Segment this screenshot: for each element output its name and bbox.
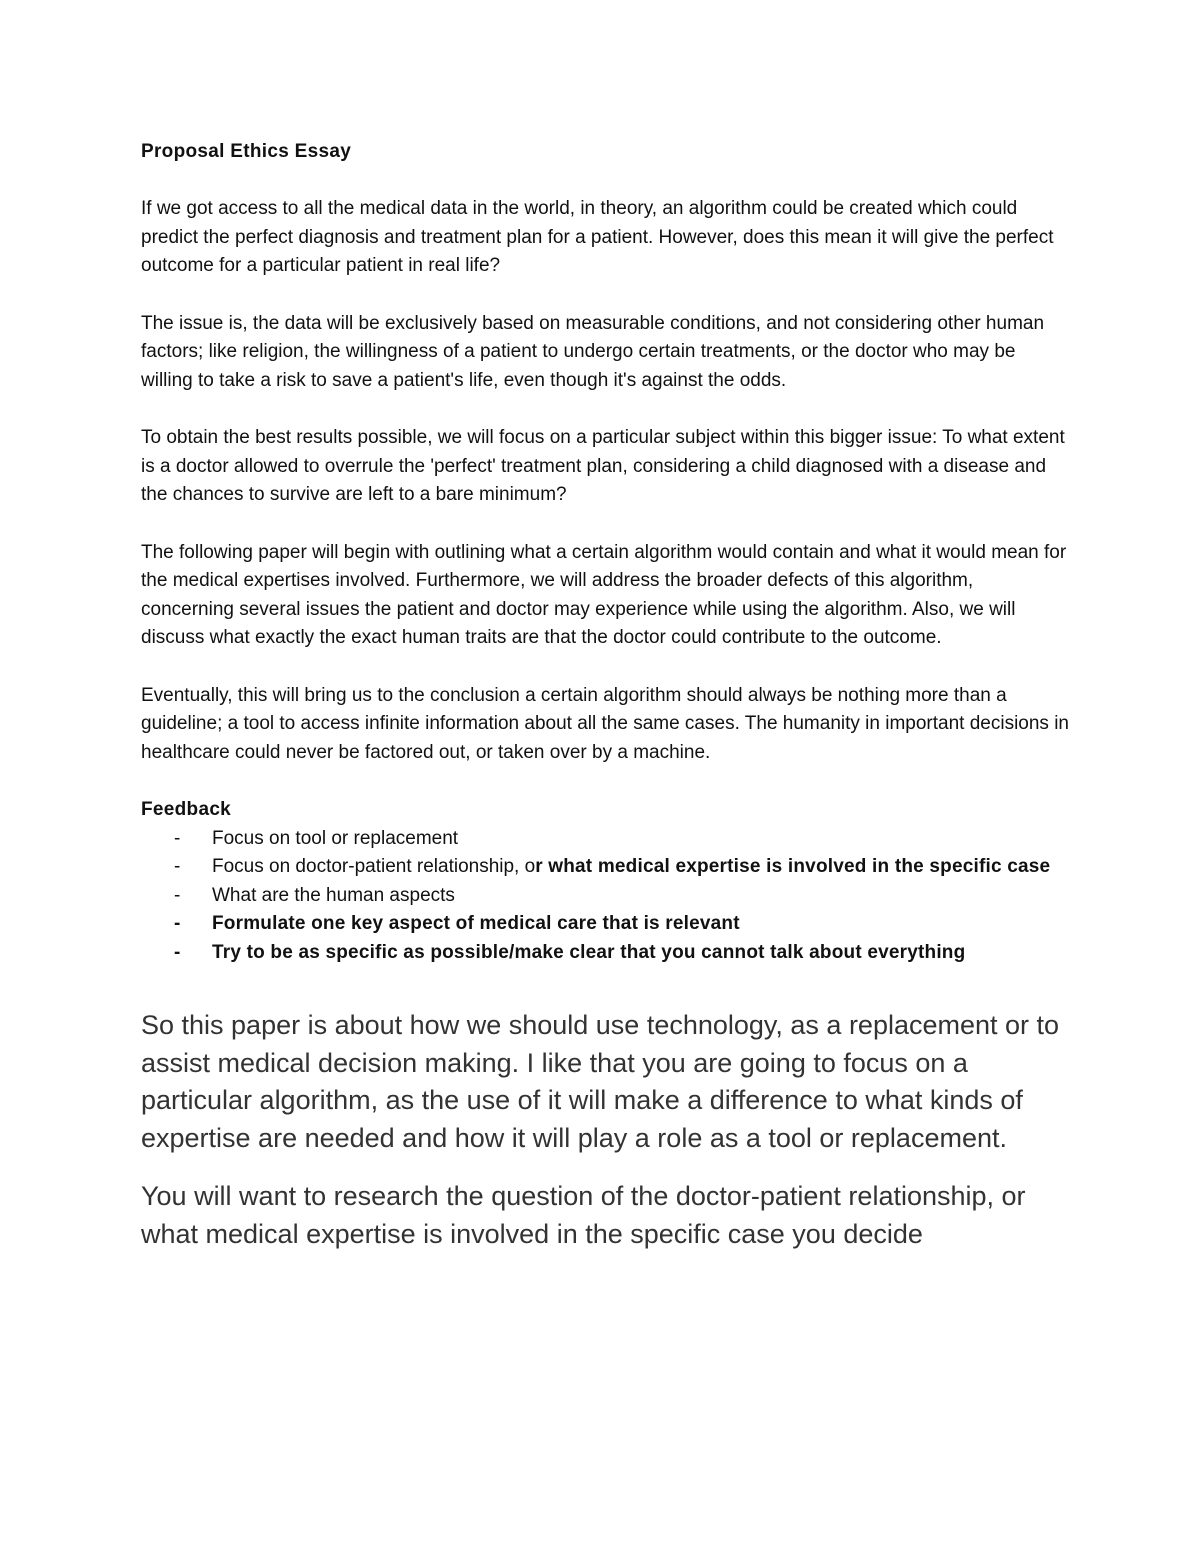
comment-paragraph: So this paper is about how we should use technology, as a replacement or to assist medical decision making. I like that you are going to focus on a particular algorithm, as the use of it will make a difference to what kinds of expertise are needed and how it will play a role as a tool or replacement. — [141, 1010, 1060, 1153]
bullet-dash: - — [174, 913, 181, 934]
paragraph-intro: If we got access to all the medical data in the world, in theory, an algorithm could be created which could predict the perfect diagnosis and treatment plan for a patient. However, does this mean it will give the perfect outcome for a particular patient in real life? — [141, 198, 1054, 276]
feedback-list — [141, 825, 1071, 968]
feedback-item-text: Try to be as specific as possible/make clear that you cannot talk about everything — [212, 941, 966, 963]
bullet-dash: - — [174, 884, 181, 906]
paragraph-outline: The following paper will begin with outlining what a certain algorithm would contain and what it would mean for the medical expertises involved. Furthermore, we will address the broader defects of this algorithm, concerning several issues the patient and doctor may experience while using the algorithm. Also, we will discuss what exactly the exact human traits are that the doctor could contribute to the outcome. — [141, 541, 1067, 648]
bullet-dash: - — [174, 856, 181, 877]
document-body — [141, 138, 1071, 1274]
comment-paragraph: You will want to research the question of the doctor-patient relationship, or what medical expertise is involved in the specific case you decide — [141, 1181, 1026, 1249]
feedback-item-text: What are the human aspects — [212, 884, 455, 906]
feedback-item-bold-text: r what medical expertise is involved in the specific case — [535, 856, 1051, 877]
paragraph-conclusion: Eventually, this will bring us to the conclusion a certain algorithm should always be nothing more than a guideline; a tool to access infinite information about all the same cases. The humanity in important decisions in healthcare could never be factored out, or taken over by a machine. — [141, 684, 1069, 763]
document-title: Proposal Ethics Essay — [141, 141, 352, 162]
feedback-heading: Feedback — [141, 799, 232, 820]
feedback-item — [141, 825, 1071, 854]
paragraph-focus: To obtain the best results possible, we will focus on a particular subject within this bigger issue: To what extent is a doctor allowed to overrule the 'perfect' treatment plan, considering a child diagnosed with a disease and the chances to survive are left to a bare minimum? — [141, 427, 1065, 505]
feedback-item — [141, 939, 1071, 968]
feedback-item-text: Formulate one key aspect of medical care that is relevant — [212, 913, 740, 934]
feedback-item — [141, 910, 1071, 939]
bullet-dash: - — [174, 827, 181, 849]
feedback-item-text: Focus on tool or replacement — [212, 827, 459, 849]
paragraph-issue: The issue is, the data will be exclusively based on measurable conditions, and not considering other human factors; like religion, the willingness of a patient to undergo certain treatments, or the doctor who may be willing to take a risk to save a patient's life, even though it's against the odds. — [141, 312, 1045, 391]
feedback-item — [141, 882, 1071, 911]
feedback-item-text: Focus on doctor-patient relationship, o — [212, 856, 536, 877]
bullet-dash: - — [174, 941, 181, 963]
feedback-item — [141, 853, 1071, 882]
